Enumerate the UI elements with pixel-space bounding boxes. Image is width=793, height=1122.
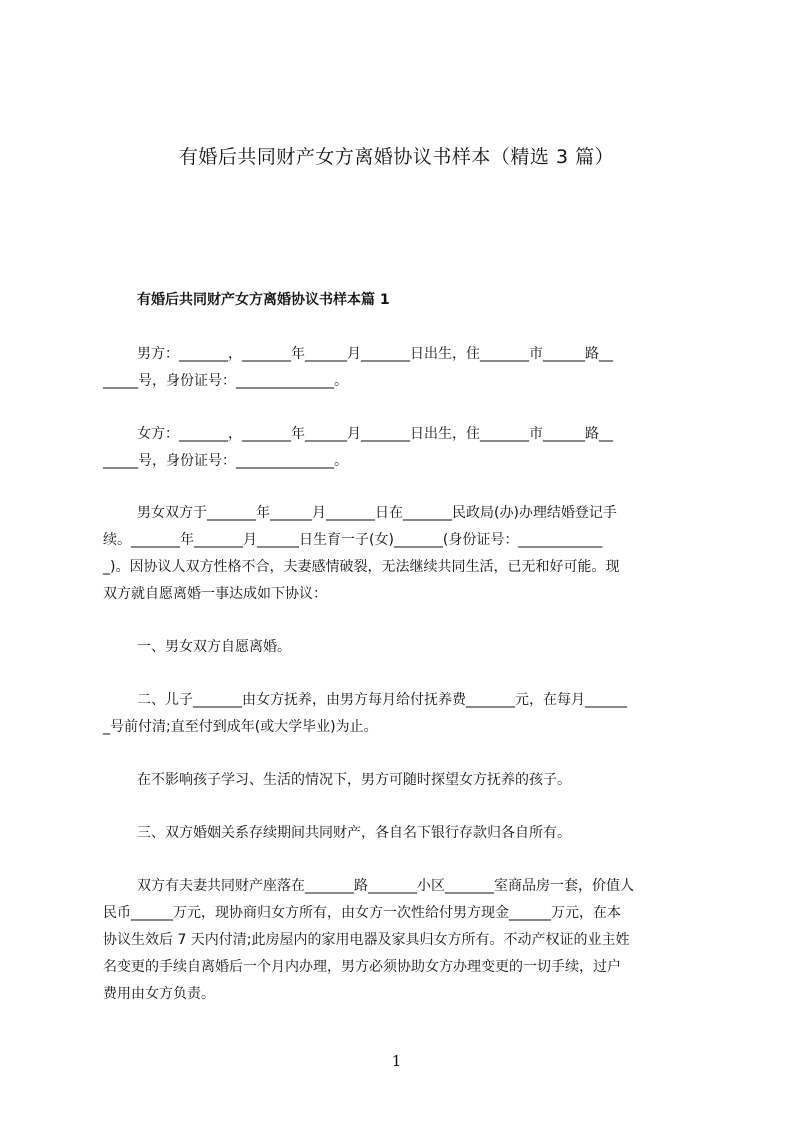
- paragraph-line: _____号，身份证号：______________。: [103, 453, 348, 469]
- paragraph-wife-info: [103, 421, 703, 475]
- paragraph-line: 协议生效后 7 天内付清;此房屋内的家用电器及家具归女方所有。不动产权证的业主姓: [103, 932, 630, 948]
- paragraph-visitation: [103, 767, 703, 794]
- paragraph-line: 民币______万元，现协商归女方所有，由女方一次性给付男方现金______万元，在本: [103, 905, 621, 921]
- paragraph-line: 女方：_______，_______年______月_______日出生，住_______市______路__: [137, 426, 613, 442]
- paragraph-clause-one: [103, 634, 703, 661]
- paragraph-line: 男女双方于_______年______月_______日在_______民政局(办)办理结婚登记手: [137, 505, 617, 521]
- page-number: 1: [391, 1052, 402, 1070]
- paragraph-line: 男方：_______，_______年______月_______日出生，住_______市______路__: [137, 346, 613, 362]
- paragraph-line: 名变更的手续自离婚后一个月内办理，男方必须协助女方办理变更的一切手续，过户: [103, 959, 621, 975]
- section-heading: 有婚后共同财产女方离婚协议书样本篇 1: [137, 292, 390, 308]
- paragraph-line: 三、双方婚姻关系存续期间共同财产，各自名下银行存款归各自所有。: [137, 825, 571, 841]
- paragraph-clause-three: [103, 820, 703, 847]
- paragraph-line: _)。因协议人双方性格不合，夫妻感情破裂，无法继续共同生活，已无和好可能。现: [103, 559, 620, 575]
- paragraph-clause-two: [103, 687, 703, 741]
- paragraph-line: _____号，身份证号：______________。: [103, 373, 348, 389]
- document-title: 有婚后共同财产女方离婚协议书样本（精选 3 篇）: [178, 146, 615, 168]
- paragraph-line: 一、男女双方自愿离婚。: [137, 639, 291, 655]
- paragraph-husband-info: [103, 341, 703, 395]
- paragraph-line: 二、儿子_______由女方抚养，由男方每月给付抚养费_______元，在每月______: [137, 692, 627, 708]
- paragraph-line: 在不影响孩子学习、生活的情况下，男方可随时探望女方抚养的孩子。: [137, 772, 571, 788]
- paragraph-line: _号前付清;直至付到成年(或大学毕业)为止。: [103, 719, 378, 735]
- paragraph-line: 费用由女方负责。: [103, 986, 215, 1002]
- paragraph-line: 双方就自愿离婚一事达成如下协议：: [103, 586, 327, 602]
- paragraph-property: [103, 873, 703, 1008]
- paragraph-line: 续。_______年_______月______日生育一子(女)_______(身份证号：____________: [103, 532, 603, 548]
- paragraph-marriage-registration: [103, 500, 703, 608]
- paragraph-line: 双方有夫妻共同财产座落在_______路_______小区_______室商品房一套，价值人: [137, 878, 634, 894]
